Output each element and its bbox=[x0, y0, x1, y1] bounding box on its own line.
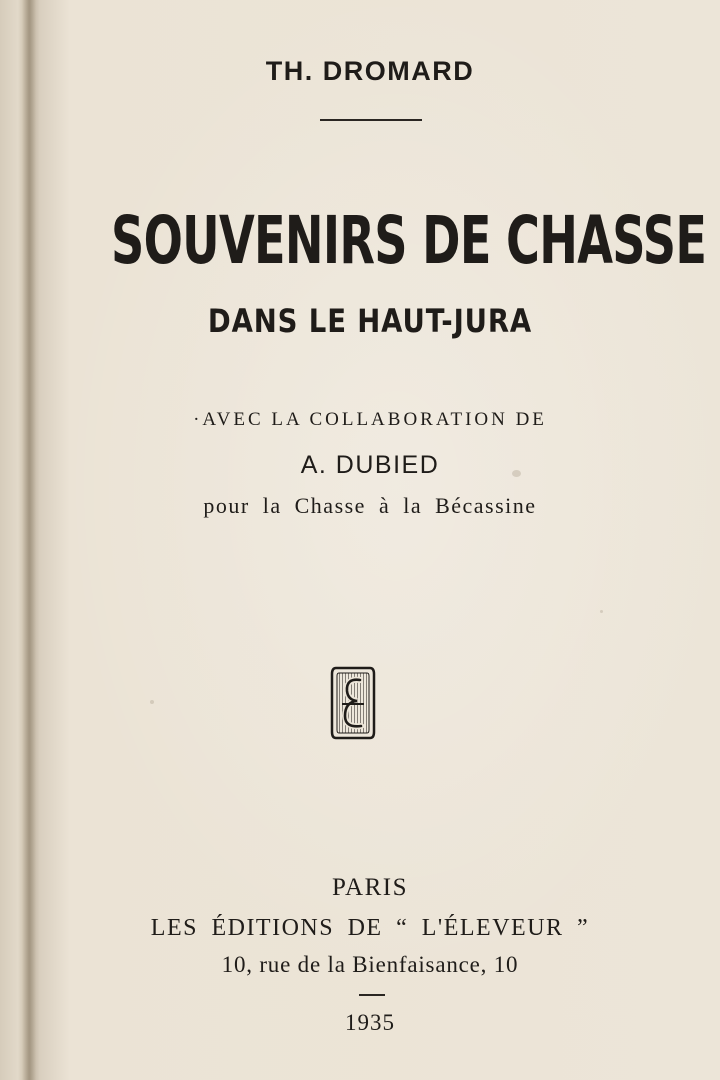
publisher-name: LES ÉDITIONS DE “ L'ÉLEVEUR ” bbox=[150, 915, 590, 941]
paper-speck bbox=[150, 700, 154, 704]
book-subtitle: DANS LE HAUT-JURA bbox=[207, 302, 533, 340]
paper-speck bbox=[600, 610, 603, 613]
publication-year: 1935 bbox=[345, 1010, 395, 1035]
divider-rule bbox=[359, 994, 385, 996]
collaboration-line: ·AVEC LA COLLABORATION DE bbox=[193, 409, 547, 430]
divider-rule bbox=[320, 119, 422, 121]
collaborator-name: A. DUBIED bbox=[300, 451, 440, 479]
collaboration-purpose: pour la Chasse à la Bécassine bbox=[203, 493, 537, 518]
publisher-monogram-icon bbox=[330, 664, 376, 742]
author-name: TH. DROMARD bbox=[265, 56, 475, 86]
publication-city: PARIS bbox=[331, 874, 409, 901]
publisher-address: 10, rue de la Bienfaisance, 10 bbox=[221, 952, 519, 977]
book-title: SOUVENIRS DE CHASSE bbox=[111, 202, 707, 279]
